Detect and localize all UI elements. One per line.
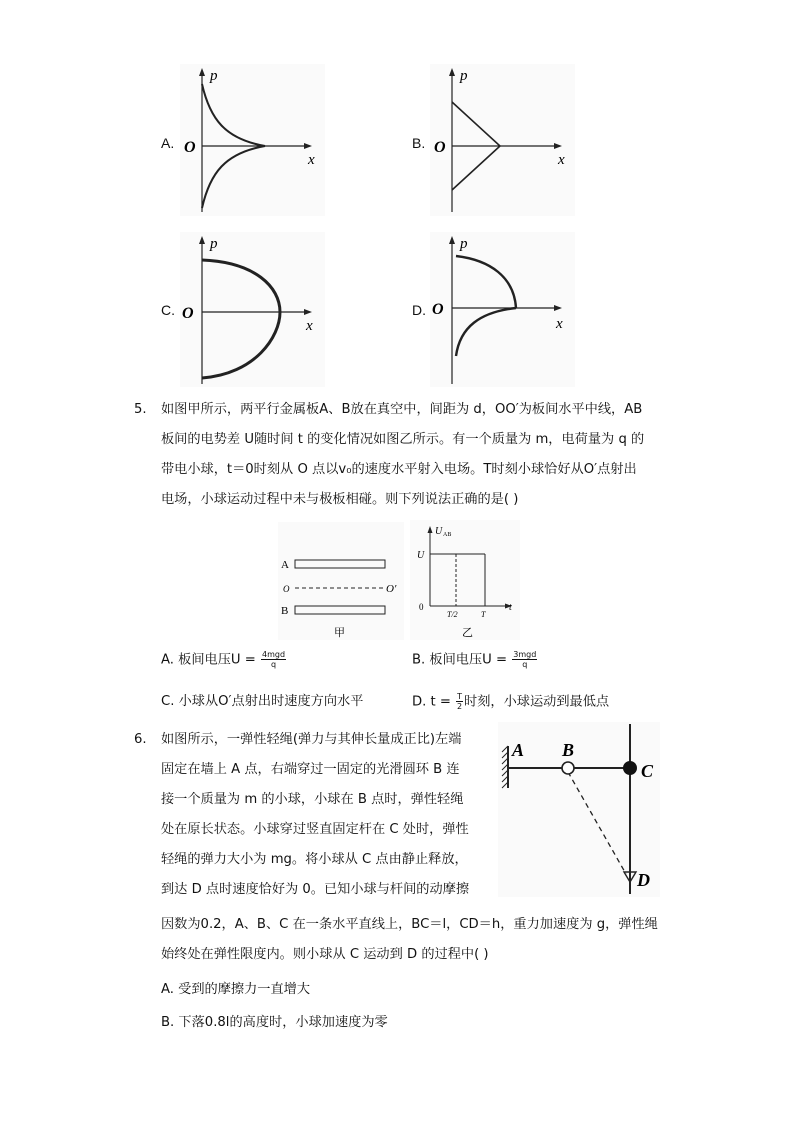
ylabel: U (435, 526, 443, 537)
axis-p: p (460, 68, 468, 84)
q6-line-2: 固定在墙上 A 点，右端穿过一固定的光滑圆环 B 连 (161, 762, 460, 777)
q5-option-d-prefix: D. t = (412, 694, 456, 710)
ellipse-curve (202, 260, 280, 378)
origin-label: O (434, 139, 446, 156)
option-b-label[interactable]: B. (412, 135, 426, 151)
plate-b-label: B (281, 605, 289, 617)
q6-line-8: 始终处在弹性限度内。则小球从 C 运动到 D 的过程中( ) (161, 947, 489, 962)
ylabel-sub: AB (443, 532, 452, 538)
axis-x: x (306, 318, 313, 334)
point-d-label: D (637, 870, 650, 890)
point-b-label: B (562, 740, 575, 760)
xlabel: t (509, 602, 512, 613)
q6-option-a[interactable]: A. 受到的摩擦力一直增大 (161, 982, 311, 997)
graph-a (180, 64, 325, 216)
fraction: $\frac{\text{4mgd}}{q}$ (262, 650, 286, 669)
u-tick: U (417, 550, 425, 561)
upper-curve (456, 256, 516, 308)
q5-line-4: 电场，小球运动过程中未与极板相碰。则下列说法正确的是( ) (161, 492, 519, 507)
caption-jia: 甲 (334, 627, 345, 639)
q6-number: 6. (134, 732, 147, 747)
q5-option-d-suffix: 时刻，小球运动到最低点 (464, 694, 610, 710)
ball-c (623, 761, 637, 775)
origin-label: O (184, 139, 196, 156)
q5-line-3: 带电小球，t＝0时刻从 O 点以v₀的速度水平射入电场。T时刻小球恰好从O′点射出 (161, 462, 637, 477)
option-c-label[interactable]: C. (161, 302, 175, 318)
plate-a-label: A (281, 559, 289, 571)
axis-x: x (556, 316, 563, 332)
option-a-label[interactable]: A. (161, 135, 175, 151)
graph-b (430, 64, 575, 216)
q5-option-d[interactable] (412, 692, 609, 713)
figure-q6 (498, 722, 660, 897)
q6-line-1: 如图所示，一弹性轻绳(弹力与其伸长量成正比)左端 (161, 732, 462, 747)
t-tick: T (481, 610, 486, 619)
axis-p: p (210, 68, 218, 84)
fraction: $\frac{\text{3mgd}}{q}$ (513, 650, 537, 669)
ring-b (562, 762, 574, 774)
upper-curve (202, 84, 265, 146)
q6-option-b[interactable]: B. 下落0.8l的高度时，小球加速度为零 (161, 1015, 388, 1030)
point-c-label: C (641, 761, 654, 781)
axis-p: p (460, 236, 468, 252)
fraction: $\frac{T}{2}$ (457, 692, 463, 711)
caption-yi: 乙 (462, 627, 473, 639)
q6-line-7: 因数为0.2，A、B、C 在一条水平直线上，BC＝l，CD＝h，重力加速度为 g，弹性绳 (161, 917, 658, 932)
o-label: O (283, 584, 290, 594)
graph-d (430, 232, 575, 387)
option-d-label[interactable]: D. (412, 302, 426, 318)
t-half-tick: T/2 (447, 610, 458, 619)
lower-curve (202, 146, 265, 208)
q6-line-5: 轻绳的弹力大小为 mg。将小球从 C 点由静止释放， (161, 852, 468, 867)
q5-line-2: 板间的电势差 U随时间 t 的变化情况如图乙所示。有一个质量为 m，电荷量为 q 的 (161, 432, 645, 447)
figure-yi (410, 520, 520, 640)
o-prime-label: O′ (386, 583, 397, 595)
point-a-label: A (512, 740, 525, 760)
zero-tick: 0 (419, 602, 424, 612)
origin-label: O (182, 305, 194, 322)
figure-jia (278, 522, 404, 640)
q6-line-4: 处在原长状态。小球穿过竖直固定杆在 C 处时，弹性 (161, 822, 469, 837)
axis-x: x (308, 152, 315, 168)
q6-line-3: 接一个质量为 m 的小球，小球在 B 点时，弹性轻绳 (161, 792, 464, 807)
q5-option-a[interactable] (161, 650, 287, 671)
q5-option-b[interactable] (412, 650, 538, 671)
q5-line-1: 如图甲所示，两平行金属板A、B放在真空中，间距为 d，OO′为板间水平中线，AB (161, 402, 643, 417)
lower-curve (456, 308, 516, 356)
q5-option-c[interactable]: C. 小球从O′点射出时速度方向水平 (161, 694, 364, 709)
axis-x: x (558, 152, 565, 168)
graph-c (180, 232, 325, 387)
axis-p: p (210, 236, 218, 252)
q5-option-b-text: B. 板间电压U = (412, 652, 512, 668)
q5-option-a-text: A. 板间电压U = (161, 652, 261, 668)
origin-label: O (432, 301, 444, 318)
q5-number: 5. (134, 402, 147, 417)
q6-line-6: 到达 D 点时速度恰好为 0。已知小球与杆间的动摩擦 (161, 882, 470, 897)
